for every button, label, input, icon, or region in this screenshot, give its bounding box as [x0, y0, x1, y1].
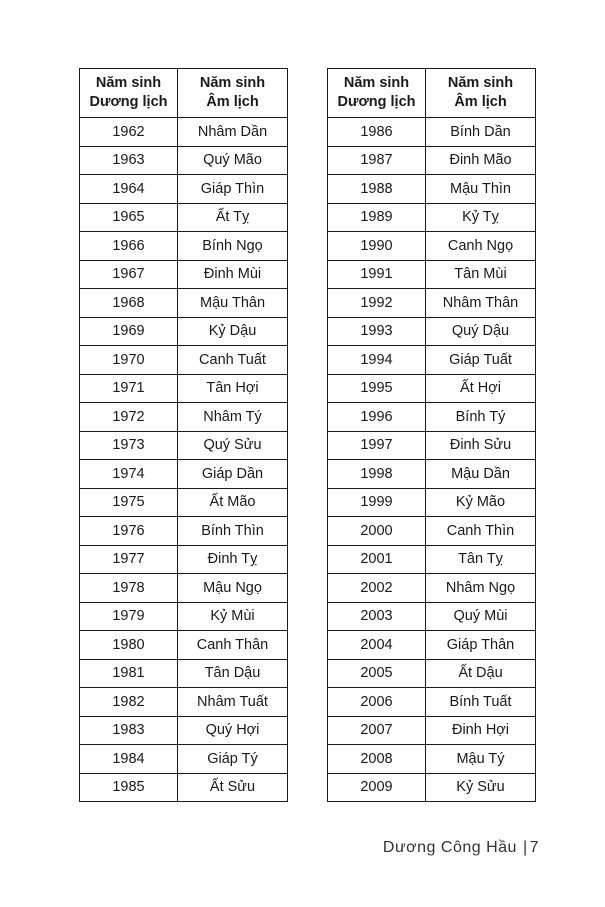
lunar-year-cell: Đinh Hợi [426, 716, 536, 745]
solar-year-cell: 1967 [80, 260, 178, 289]
lunar-year-cell: Kỷ Tỵ [426, 203, 536, 232]
table-row [328, 232, 536, 261]
solar-year-cell: 1982 [80, 688, 178, 717]
lunar-year-cell: Giáp Tuất [426, 346, 536, 375]
table-row [328, 773, 536, 802]
solar-year-cell: 1980 [80, 631, 178, 660]
table-row [80, 517, 288, 546]
page-number: 7 [529, 839, 539, 856]
table-row [328, 289, 536, 318]
page-footer [383, 839, 539, 857]
table-row [328, 118, 536, 147]
lunar-year-cell: Tân Tỵ [426, 545, 536, 574]
lunar-year-cell: Ất Hợi [426, 374, 536, 403]
table-row [328, 460, 536, 489]
lunar-year-cell: Kỷ Dậu [178, 317, 288, 346]
table-row [328, 374, 536, 403]
solar-year-cell: 1994 [328, 346, 426, 375]
table-row [80, 289, 288, 318]
table-row [80, 175, 288, 204]
solar-year-cell: 1979 [80, 602, 178, 631]
table-row [328, 403, 536, 432]
solar-year-cell: 1968 [80, 289, 178, 318]
lunar-year-cell: Bính Dần [426, 118, 536, 147]
table-row [80, 146, 288, 175]
year-table-right [327, 68, 536, 802]
solar-year-cell: 1986 [328, 118, 426, 147]
solar-year-cell: 1969 [80, 317, 178, 346]
lunar-year-cell: Quý Sửu [178, 431, 288, 460]
table-row [328, 716, 536, 745]
lunar-year-cell: Quý Hợi [178, 716, 288, 745]
header-solar-line2: Dương lịch [337, 94, 416, 110]
solar-year-cell: 1993 [328, 317, 426, 346]
table-row [328, 146, 536, 175]
table-row [80, 403, 288, 432]
table-row [328, 545, 536, 574]
table-row [80, 260, 288, 289]
lunar-year-cell: Đinh Sửu [426, 431, 536, 460]
solar-year-cell: 1966 [80, 232, 178, 261]
solar-year-cell: 1997 [328, 431, 426, 460]
table-row [328, 602, 536, 631]
solar-year-cell: 1998 [328, 460, 426, 489]
table-row [80, 545, 288, 574]
lunar-year-cell: Canh Thân [178, 631, 288, 660]
lunar-year-cell: Đinh Tỵ [178, 545, 288, 574]
table-row [80, 773, 288, 802]
solar-year-cell: 2007 [328, 716, 426, 745]
solar-year-cell: 1963 [80, 146, 178, 175]
lunar-year-cell: Bính Tuất [426, 688, 536, 717]
lunar-year-cell: Nhâm Tý [178, 403, 288, 432]
lunar-year-cell: Canh Tuất [178, 346, 288, 375]
lunar-year-cell: Nhâm Thân [426, 289, 536, 318]
table-row [80, 716, 288, 745]
table-header-row [328, 69, 536, 118]
solar-year-cell: 2000 [328, 517, 426, 546]
footer-author: Dương Công Hầu [382, 839, 517, 856]
solar-year-cell: 1991 [328, 260, 426, 289]
table-row [80, 232, 288, 261]
table-row [328, 574, 536, 603]
lunar-year-cell: Quý Mùi [426, 602, 536, 631]
lunar-year-cell: Giáp Thìn [178, 175, 288, 204]
solar-year-cell: 2006 [328, 688, 426, 717]
solar-year-cell: 2008 [328, 745, 426, 774]
solar-year-cell: 2004 [328, 631, 426, 660]
header-lunar-year [178, 69, 288, 118]
solar-year-cell: 1971 [80, 374, 178, 403]
lunar-year-cell: Giáp Tý [178, 745, 288, 774]
solar-year-cell: 2005 [328, 659, 426, 688]
header-solar-line2: Dương lịch [89, 94, 168, 110]
header-lunar-line2: Âm lịch [454, 94, 507, 110]
table-row [80, 659, 288, 688]
table-row [328, 631, 536, 660]
table-row [328, 175, 536, 204]
table-row [328, 260, 536, 289]
table-row [80, 688, 288, 717]
header-solar-year [328, 69, 426, 118]
header-solar-line1: Năm sinh [95, 75, 162, 91]
table-row [80, 460, 288, 489]
table-row [328, 688, 536, 717]
lunar-year-cell: Mậu Ngọ [178, 574, 288, 603]
solar-year-cell: 1996 [328, 403, 426, 432]
table-row [328, 745, 536, 774]
solar-year-cell: 1999 [328, 488, 426, 517]
solar-year-cell: 1995 [328, 374, 426, 403]
table-row [80, 203, 288, 232]
lunar-year-cell: Ất Sửu [178, 773, 288, 802]
lunar-year-cell: Kỷ Mão [426, 488, 536, 517]
solar-year-cell: 1989 [328, 203, 426, 232]
table-row [80, 745, 288, 774]
table-row [328, 488, 536, 517]
table-row [328, 517, 536, 546]
header-lunar-year [426, 69, 536, 118]
solar-year-cell: 1978 [80, 574, 178, 603]
lunar-year-cell: Đinh Mùi [178, 260, 288, 289]
lunar-year-cell: Canh Thìn [426, 517, 536, 546]
table-row [328, 317, 536, 346]
solar-year-cell: 1984 [80, 745, 178, 774]
table-row [328, 346, 536, 375]
lunar-year-cell: Quý Dậu [426, 317, 536, 346]
lunar-year-cell: Ất Mão [178, 488, 288, 517]
header-solar-line1: Năm sinh [343, 75, 410, 91]
lunar-year-cell: Mậu Dần [426, 460, 536, 489]
lunar-year-cell: Bính Thìn [178, 517, 288, 546]
header-solar-year [80, 69, 178, 118]
solar-year-cell: 1964 [80, 175, 178, 204]
lunar-year-cell: Giáp Thân [426, 631, 536, 660]
footer-separator: | [522, 839, 528, 856]
solar-year-cell: 1965 [80, 203, 178, 232]
lunar-year-cell: Nhâm Ngọ [426, 574, 536, 603]
lunar-year-cell: Tân Mùi [426, 260, 536, 289]
table-row [80, 488, 288, 517]
solar-year-cell: 1985 [80, 773, 178, 802]
year-table-left [79, 68, 288, 802]
solar-year-cell: 2002 [328, 574, 426, 603]
solar-year-cell: 1988 [328, 175, 426, 204]
table-row [80, 574, 288, 603]
lunar-year-cell: Canh Ngọ [426, 232, 536, 261]
table-row [328, 659, 536, 688]
lunar-year-cell: Đinh Mão [426, 146, 536, 175]
header-lunar-line1: Năm sinh [447, 75, 514, 91]
lunar-year-cell: Kỷ Sửu [426, 773, 536, 802]
lunar-year-cell: Bính Ngọ [178, 232, 288, 261]
table-header-row [80, 69, 288, 118]
lunar-year-cell: Tân Hợi [178, 374, 288, 403]
header-lunar-line2: Âm lịch [206, 94, 259, 110]
solar-year-cell: 1976 [80, 517, 178, 546]
solar-year-cell: 1974 [80, 460, 178, 489]
solar-year-cell: 1992 [328, 289, 426, 318]
solar-year-cell: 1972 [80, 403, 178, 432]
lunar-year-cell: Ất Dậu [426, 659, 536, 688]
lunar-year-cell: Giáp Dần [178, 460, 288, 489]
solar-year-cell: 2003 [328, 602, 426, 631]
table-row [328, 431, 536, 460]
lunar-year-cell: Ất Tỵ [178, 203, 288, 232]
table-row [80, 118, 288, 147]
lunar-year-cell: Tân Dậu [178, 659, 288, 688]
solar-year-cell: 1962 [80, 118, 178, 147]
solar-year-cell: 1975 [80, 488, 178, 517]
lunar-year-cell: Kỷ Mùi [178, 602, 288, 631]
table-row [80, 602, 288, 631]
lunar-year-cell: Mậu Thìn [426, 175, 536, 204]
lunar-year-cell: Mậu Tý [426, 745, 536, 774]
table-row [80, 346, 288, 375]
lunar-year-cell: Nhâm Dần [178, 118, 288, 147]
lunar-year-cell: Quý Mão [178, 146, 288, 175]
table-row [328, 203, 536, 232]
solar-year-cell: 1981 [80, 659, 178, 688]
solar-year-cell: 1973 [80, 431, 178, 460]
header-lunar-line1: Năm sinh [199, 75, 266, 91]
solar-year-cell: 1977 [80, 545, 178, 574]
solar-year-cell: 1970 [80, 346, 178, 375]
table-row [80, 317, 288, 346]
solar-year-cell: 2009 [328, 773, 426, 802]
solar-year-cell: 1987 [328, 146, 426, 175]
lunar-year-cell: Bính Tý [426, 403, 536, 432]
solar-year-cell: 2001 [328, 545, 426, 574]
solar-year-cell: 1983 [80, 716, 178, 745]
lunar-year-cell: Mậu Thân [178, 289, 288, 318]
table-row [80, 374, 288, 403]
table-row [80, 631, 288, 660]
table-row [80, 431, 288, 460]
lunar-year-cell: Nhâm Tuất [178, 688, 288, 717]
solar-year-cell: 1990 [328, 232, 426, 261]
